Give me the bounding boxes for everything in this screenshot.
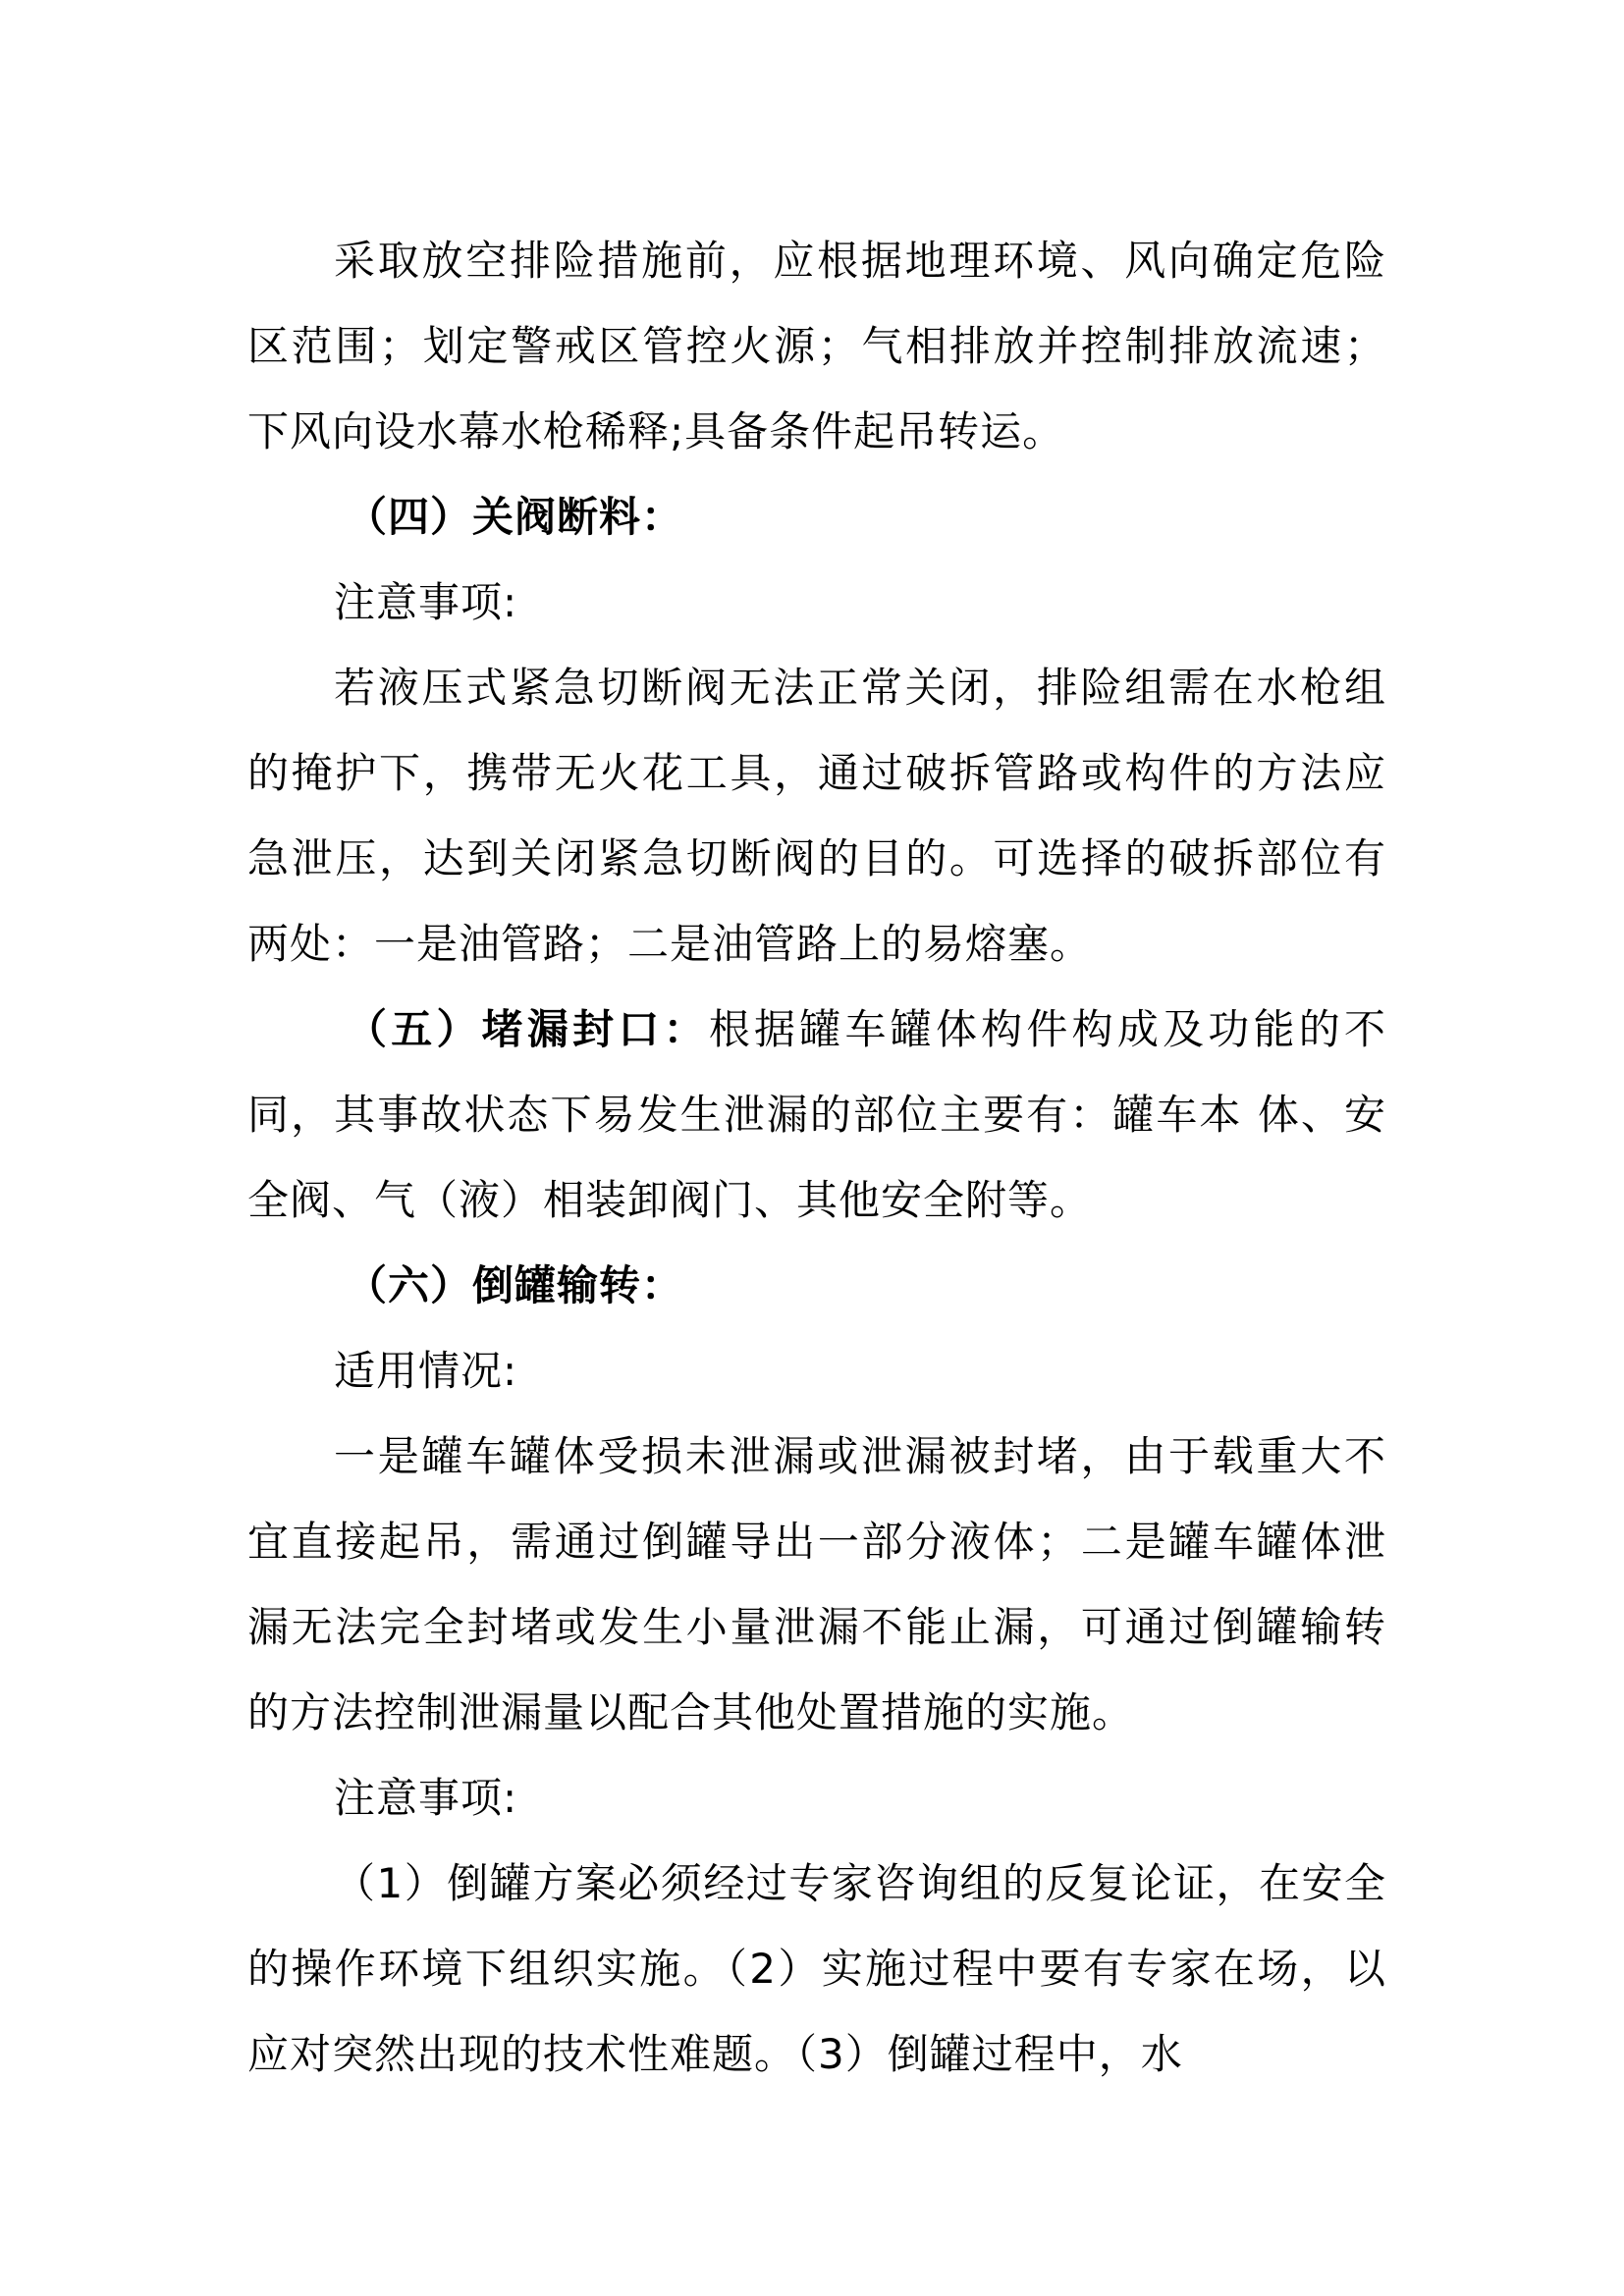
heading-close-valve: （四）关阀断料： (346, 493, 684, 541)
label-notes: 注意事项: (334, 578, 518, 626)
paragraph-applicable-cases: 一是罐车罐体受损未泄漏或泄漏被封堵，由于载重大不宜直接起吊，需通过倒罐导出一部分液体；二是罐车罐体泄漏无法完全封堵或发生小量泄漏不能止漏，可通过倒罐输转的方法控制泄漏量以配合其他处置措施的实施。 (247, 1432, 1386, 1736)
paragraph-transfer-notes: （1）倒罐方案必须经过专家咨询组的反复论证，在安全的操作环境下组织实施。（2）实施过程中要有专家在场，以应对突然出现的技术性难题。（3）倒罐过程中，水 (247, 1859, 1386, 2078)
label-applicable: 适用情况: (334, 1347, 518, 1395)
document-page (247, 218, 1386, 2097)
label-notes-2: 注意事项: (334, 1774, 518, 1822)
paragraph-plugging (247, 987, 1386, 1243)
heading-tank-transfer: （六）倒罐输转： (346, 1261, 684, 1309)
paragraph-plugging-text: 根据罐车罐体构件构成及功能的不同，其事故状态下易发生泄漏的部位主要有：罐车本 体、安全阀、气（液）相装卸阀门、其他安全附等。 (247, 1005, 1386, 1224)
heading-plugging: （五）堵漏封口： (346, 1005, 709, 1053)
paragraph-venting-measures: 采取放空排险措施前，应根据地理环境、风向确定危险区范围；划定警戒区管控火源；气相排放并控制排放流速；下风向设水幕水枪稀释;具备条件起吊转运。 (247, 237, 1386, 455)
paragraph-emergency-valve: 若液压式紧急切断阀无法正常关闭，排险组需在水枪组的掩护下，携带无火花工具，通过破拆管路或构件的方法应急泄压，达到关闭紧急切断阀的目的。可选择的破拆部位有两处：一是油管路；二是油管路上的易熔塞。 (247, 664, 1386, 968)
